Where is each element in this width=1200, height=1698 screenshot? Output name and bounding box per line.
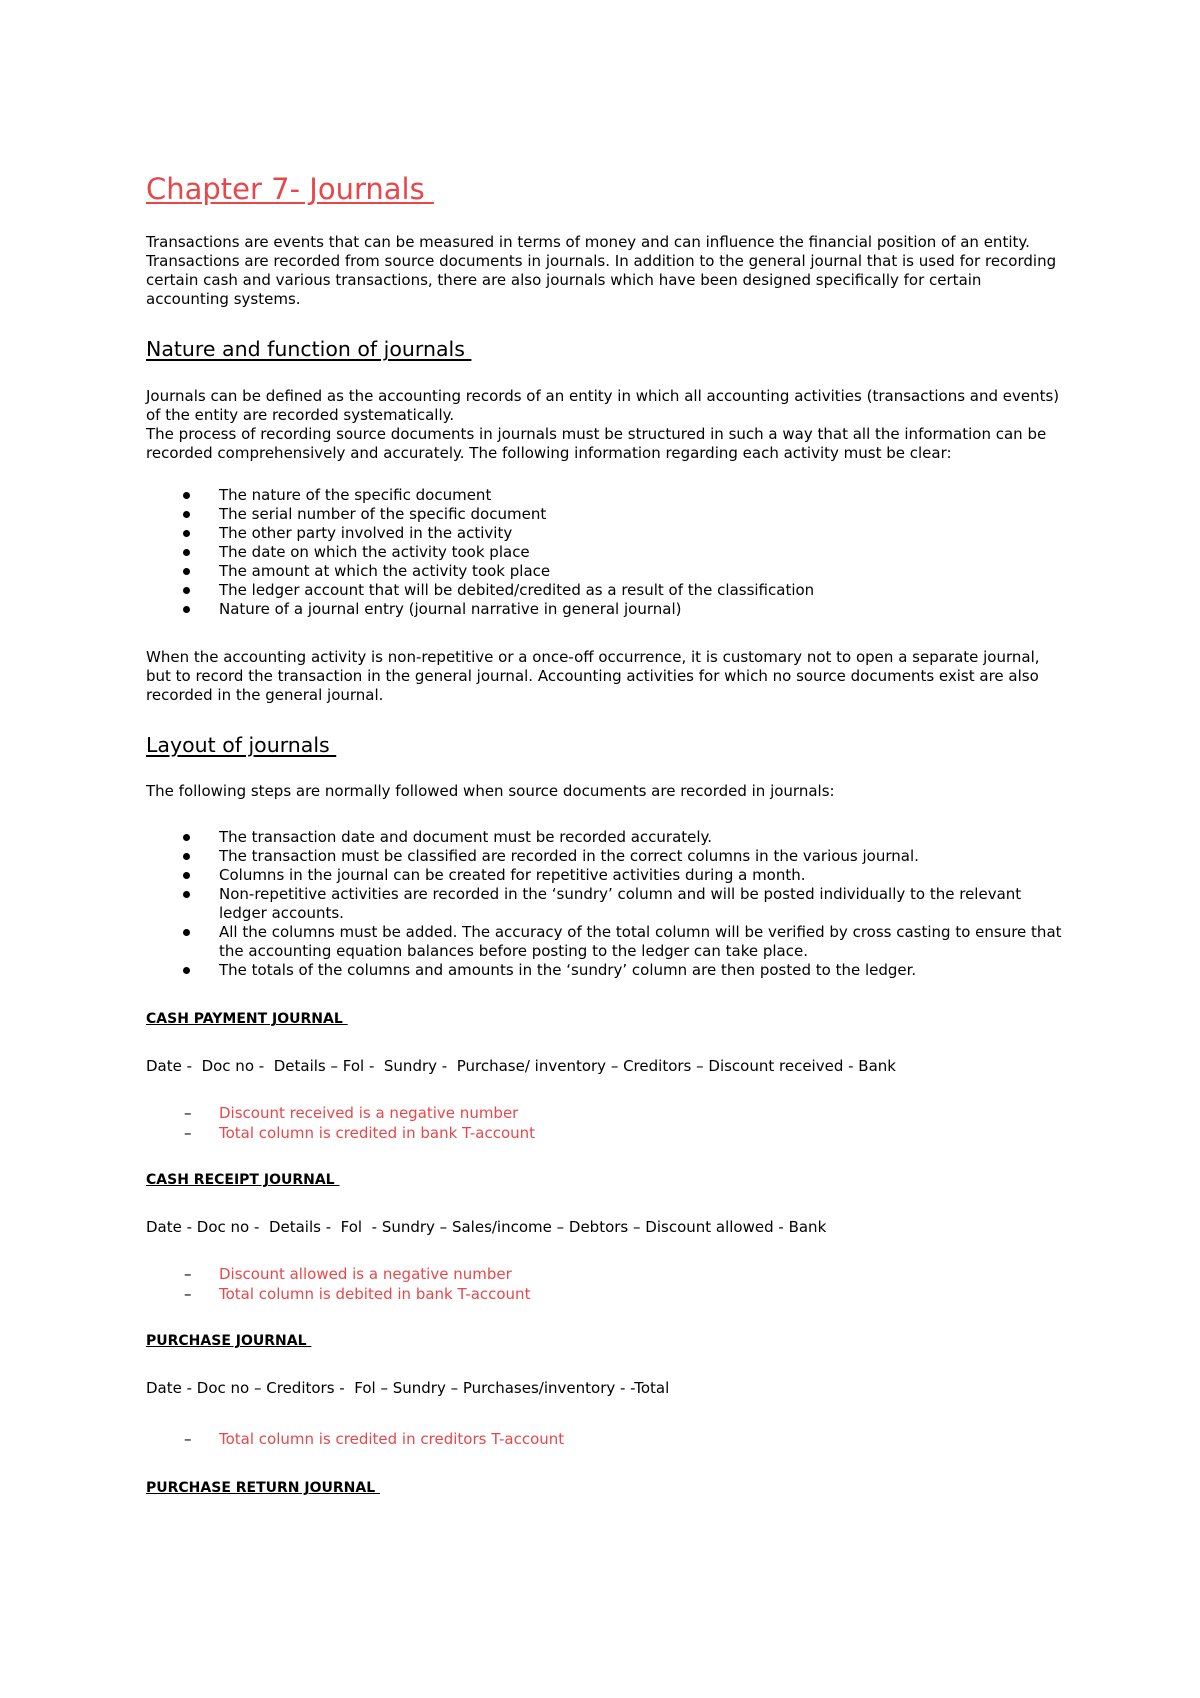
nature-paragraph-2: The process of recording source documents in journals must be structured in such a way that all the information can be recorded comprehensively and accurately. The following information regarding each activity must be clear: bbox=[146, 424, 1047, 462]
note-text: Total column is credited in bank T-account bbox=[219, 1124, 536, 1143]
layout-bullet-list bbox=[146, 828, 1066, 980]
bullet-icon bbox=[183, 967, 190, 974]
list-item-text: The totals of the columns and amounts in the ‘sundry’ column are then posted to the ledger. bbox=[219, 961, 917, 980]
note-text: Discount received is a negative number bbox=[219, 1104, 519, 1123]
bullet-icon bbox=[183, 568, 190, 575]
list-item bbox=[146, 1284, 1066, 1304]
list-item-text: The ledger account that will be debited/credited as a result of the classification bbox=[219, 580, 815, 599]
list-item bbox=[146, 923, 1066, 961]
cash-receipt-notes bbox=[146, 1264, 1066, 1304]
purchase-notes bbox=[146, 1429, 1066, 1449]
list-item-text: Nature of a journal entry (journal narrative in general journal) bbox=[219, 599, 682, 618]
dash-icon: – bbox=[184, 1430, 192, 1449]
bullet-icon bbox=[183, 511, 190, 518]
list-item bbox=[146, 1123, 1066, 1143]
list-item-text: The nature of the specific document bbox=[219, 485, 492, 504]
list-item bbox=[146, 885, 1066, 923]
list-item bbox=[146, 961, 1066, 980]
list-item bbox=[146, 581, 1066, 600]
list-item-text: The date on which the activity took place bbox=[219, 542, 530, 561]
list-item bbox=[146, 828, 1066, 847]
bullet-icon bbox=[183, 530, 190, 537]
list-item-text: Non-repetitive activities are recorded in the ‘sundry’ column and will be posted individually to the relevant ledger accounts. bbox=[219, 885, 1022, 923]
nature-paragraph-1: Journals can be defined as the accounting records of an entity in which all accounting activities (transactions and events) of the entity are recorded systematically. bbox=[146, 386, 1060, 424]
purchase-journal-heading: PURCHASE JOURNAL bbox=[146, 1333, 312, 1350]
dash-icon: – bbox=[184, 1265, 192, 1284]
nature-bullet-list bbox=[146, 486, 1066, 619]
list-item bbox=[146, 1429, 1066, 1449]
bullet-icon bbox=[183, 587, 190, 594]
nature-closing-paragraph: When the accounting activity is non-repetitive or a once-off occurrence, it is customary not to open a separate journal, but to record the transaction in the general journal. Accounting activities for which no source documents exist are also recorded in the general journal. bbox=[146, 647, 1040, 704]
cash-payment-notes bbox=[146, 1103, 1066, 1143]
list-item bbox=[146, 524, 1066, 543]
list-item-text: Columns in the journal can be created for repetitive activities during a month. bbox=[219, 866, 806, 885]
bullet-icon bbox=[183, 606, 190, 613]
cash-receipt-journal-columns: Date - Doc no - Details - Fol - Sundry – Sales/income – Debtors – Discount allowed - Bank bbox=[146, 1218, 827, 1237]
purchase-journal-columns: Date - Doc no – Creditors - Fol – Sundry – Purchases/inventory - -Total bbox=[146, 1379, 670, 1398]
nature-section-heading: Nature and function of journals bbox=[146, 337, 472, 362]
list-item bbox=[146, 505, 1066, 524]
list-item bbox=[146, 486, 1066, 505]
bullet-icon bbox=[183, 834, 190, 841]
bullet-icon bbox=[183, 929, 190, 936]
bullet-icon bbox=[183, 492, 190, 499]
list-item-text: The amount at which the activity took place bbox=[219, 561, 551, 580]
note-text: Total column is credited in creditors T-account bbox=[219, 1430, 565, 1449]
bullet-icon bbox=[183, 549, 190, 556]
dash-icon: – bbox=[184, 1285, 192, 1304]
cash-receipt-journal-heading: CASH RECEIPT JOURNAL bbox=[146, 1172, 340, 1189]
chapter-title: Chapter 7- Journals bbox=[146, 172, 434, 206]
cash-payment-journal-heading: CASH PAYMENT JOURNAL bbox=[146, 1011, 348, 1028]
bullet-icon bbox=[183, 891, 190, 898]
list-item bbox=[146, 543, 1066, 562]
bullet-icon bbox=[183, 872, 190, 879]
list-item-text: The other party involved in the activity bbox=[219, 523, 513, 542]
list-item-text: All the columns must be added. The accuracy of the total column will be verified by cross casting to ensure that the accounting equation balances before posting to the ledger can take place. bbox=[219, 923, 1062, 961]
note-text: Total column is debited in bank T-account bbox=[219, 1285, 531, 1304]
list-item bbox=[146, 1103, 1066, 1123]
note-text: Discount allowed is a negative number bbox=[219, 1265, 512, 1284]
list-item bbox=[146, 600, 1066, 619]
intro-paragraph: Transactions are events that can be measured in terms of money and can influence the financial position of an entity. Transactions are recorded from source documents in journals. In addition to the general journal that is used for recording certain cash and various transactions, there are also journals which have been designed specifically for certain accounting systems. bbox=[146, 233, 1057, 309]
bullet-icon bbox=[183, 853, 190, 860]
layout-intro-paragraph: The following steps are normally followed when source documents are recorded in journals: bbox=[146, 782, 835, 801]
list-item bbox=[146, 1264, 1066, 1284]
document-page bbox=[146, 171, 1066, 1498]
dash-icon: – bbox=[184, 1124, 192, 1143]
cash-payment-journal-columns: Date - Doc no - Details – Fol - Sundry - Purchase/ inventory – Creditors – Discount received - Bank bbox=[146, 1057, 896, 1076]
list-item-text: The transaction must be classified are recorded in the correct columns in the various journal. bbox=[219, 847, 919, 866]
list-item bbox=[146, 847, 1066, 866]
list-item-text: The serial number of the specific document bbox=[219, 504, 547, 523]
list-item-text: The transaction date and document must be recorded accurately. bbox=[219, 828, 713, 847]
list-item bbox=[146, 562, 1066, 581]
purchase-return-journal-heading: PURCHASE RETURN JOURNAL bbox=[146, 1480, 380, 1497]
dash-icon: – bbox=[184, 1104, 192, 1123]
layout-section-heading: Layout of journals bbox=[146, 732, 337, 757]
list-item bbox=[146, 866, 1066, 885]
